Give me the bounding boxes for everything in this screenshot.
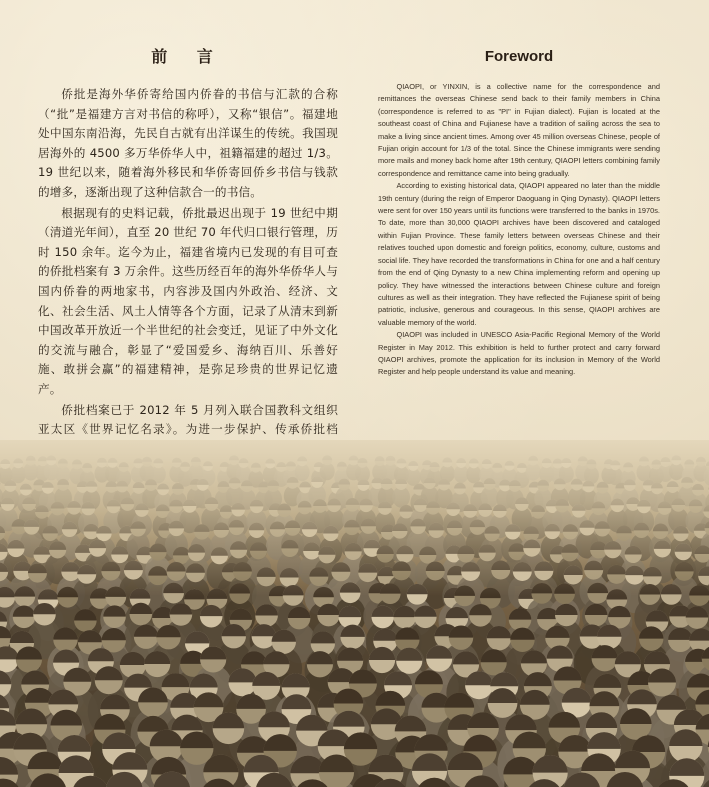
crowd-photo	[0, 440, 709, 787]
chinese-paragraph-3: 侨批档案已于 2012 年 5 月列入联合国教科文组织亚太区《世界记忆名录》。为进一步保护、传承侨批档	[38, 402, 338, 437]
english-paragraph-2: According to existing historical data, QIAOPI appeared no later than the middle 19th century (during the reign of Emperor Daoguang in Qing Dynasty). QIAOPI letters were sent for over 150 years until its functions were transferred to the banks in 1970s. To date, more than 30,000 QIAOPI archives have been discovered and cataloged within Fujian Province. These family letters between overseas Chinese and their relatives touched upon domestic and foreign politics, economy, culture, customs and social life. They have recorded the transformations in China for one and a half century from the end of Qing Dynasty to a new China implementing reform and opening up policy. They have witnessed the interactions between Chinese culture and foreign cultures as well as their integration. They have reflected the Fujianese spirit of being patriotic, inclusive, generous and courageous. In this sense, QIAOPI archives are valuable memory of the world.	[378, 181, 660, 327]
english-paragraph-1: QIAOPI, or YINXIN, is a collective name for the correspondence and remittances the overseas Chinese send back to their family members in China (correspondence is referred to as "PI" in Fujian dialect). Fujian is located at the southeast coast of China and Fujianese have a tradition of sailing across the sea to make a living since ancient times. Among over 45 million overseas Chinese, people of Fujian origin account for 1/3 of the total. Since the Chinese immigrants were sending more mails and money back home after 19th century, QIAOPI letters combining family correspondence and remittance came into being gradually.	[378, 82, 660, 178]
english-foreword	[378, 44, 660, 379]
english-paragraph-3: QIAOPI was included in UNESCO Asia-Pacific Regional Memory of the World Register in May 2012. This exhibition is held to further protect and carry forward QIAOPI archives, promote the application for its inclusion in Memory of the World Register and help people understand its value and meaning.	[378, 330, 660, 377]
crowd-photo-image	[0, 440, 709, 787]
chinese-foreword	[38, 44, 338, 499]
chinese-paragraph-1: 侨批是海外华侨寄给国内侨眷的书信与汇款的合称（“批”是福建方言对书信的称呼），又称“银信”。福建地处中国东南沿海，先民自古就有出洋谋生的传统。我国现居海外的 4500 多万华侨华人中，祖籍福建的超过 1/3。19 世纪以来，随着海外移民和华侨寄回侨乡书信与钱款的增多，逐渐出现了这种信款合一的书信。	[38, 87, 338, 199]
chinese-title: 前 言	[151, 47, 225, 66]
chinese-paragraph-2: 根据现有的史料记载，侨批最迟出现于 19 世纪中期（清道光年间），直至 20 世纪 70 年代归口银行管理，历时 150 余年。迄今为止，福建省境内已发现的有目可查的侨批档案有 3 万余件。这些历经百年的海外华侨华人与国内侨眷的两地家书，内容涉及国内外政治、经济、文化、社会生活、风土人情等各个方面，记录了从清末到新中国改革开放近一个半世纪的社会变迁，见证了中外文化的交流与融合，彰显了“爱国爱乡、海纳百川、乐善好施、敢拼会赢”的福建精神，是弥足珍贵的世界记忆遗产。	[38, 205, 338, 396]
english-title: Foreword	[484, 48, 554, 65]
